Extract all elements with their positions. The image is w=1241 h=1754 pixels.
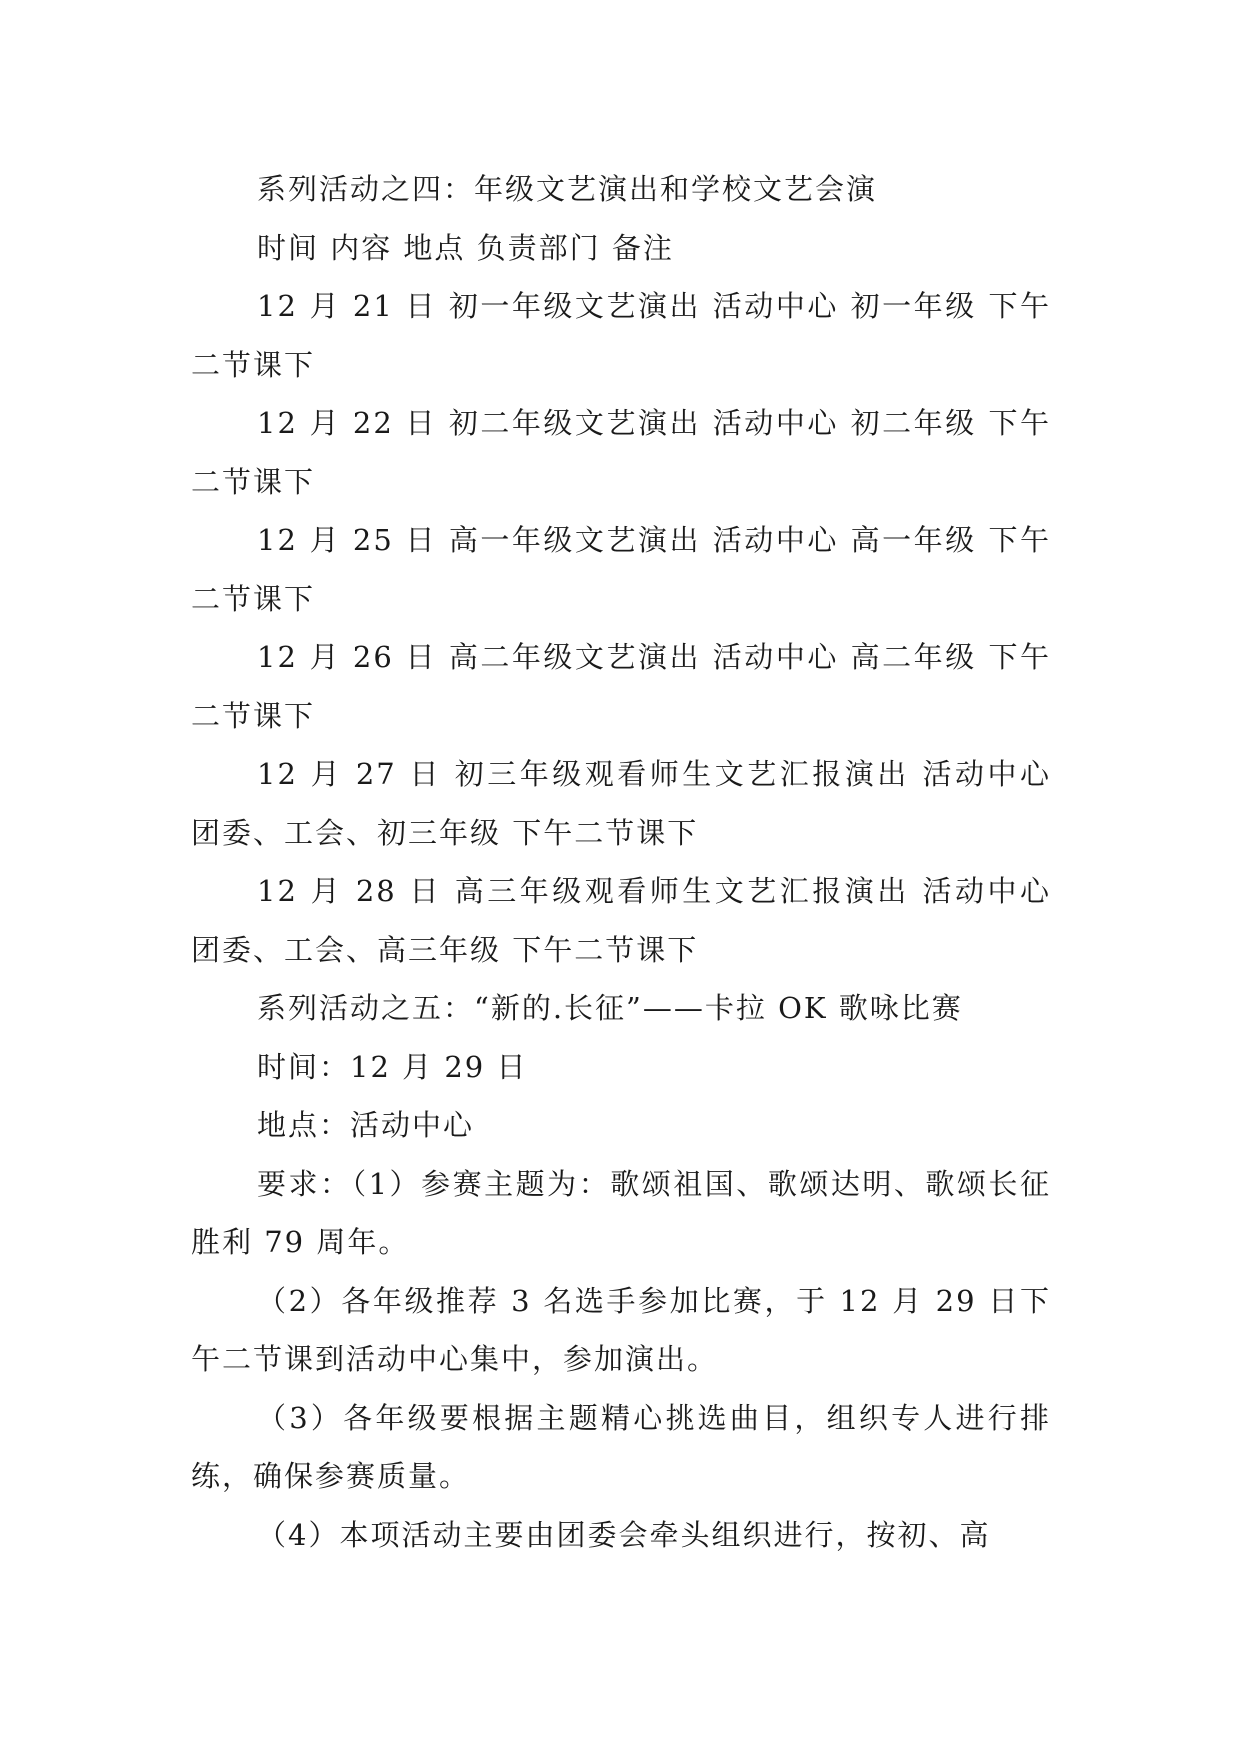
paragraph-time: 时间：12 月 29 日 xyxy=(257,1049,528,1084)
paragraph-schedule-dec-27: 12 月 27 日 初三年级观看师生文艺汇报演出 活动中心 团委、工会、初三年级 下午二节课下 xyxy=(191,757,1051,850)
paragraph-location: 地点：活动中心 xyxy=(257,1108,475,1142)
paragraph-schedule-dec-28: 12 月 28 日 高三年级观看师生文艺汇报演出 活动中心 团委、工会、高三年级 下午二节课下 xyxy=(191,874,1051,967)
paragraph-schedule-dec-22: 12 月 22 日 初二年级文艺演出 活动中心 初二年级 下午二节课下 xyxy=(191,406,1051,499)
paragraph-schedule-dec-26: 12 月 26 日 高二年级文艺演出 活动中心 高二年级 下午二节课下 xyxy=(191,640,1051,733)
paragraph-series-4-title: 系列活动之四：年级文艺演出和学校文艺会演 xyxy=(257,172,878,206)
paragraph-requirement-4: （4）本项活动主要由团委会牵头组织进行，按初、高 xyxy=(257,1517,991,1552)
paragraph-requirement-2: （2）各年级推荐 3 名选手参加比赛，于 12 月 29 日下午二节课到活动中心集中，参加演出。 xyxy=(191,1283,1051,1376)
paragraph-schedule-dec-25: 12 月 25 日 高一年级文艺演出 活动中心 高一年级 下午二节课下 xyxy=(191,523,1051,616)
paragraph-requirement-3: （3）各年级要根据主题精心挑选曲目，组织专人进行排练，确保参赛质量。 xyxy=(191,1400,1051,1493)
paragraph-requirement-1: 要求：（1）参赛主题为：歌颂祖国、歌颂达明、歌颂长征胜利 79 周年。 xyxy=(191,1166,1051,1259)
paragraph-schedule-dec-21: 12 月 21 日 初一年级文艺演出 活动中心 初一年级 下午二节课下 xyxy=(191,289,1051,382)
document-body xyxy=(191,160,1051,1564)
paragraph-table-header: 时间 内容 地点 负责部门 备注 xyxy=(257,230,674,265)
paragraph-series-5-title: 系列活动之五：“新的.长征”——卡拉 OK 歌咏比赛 xyxy=(257,991,963,1025)
